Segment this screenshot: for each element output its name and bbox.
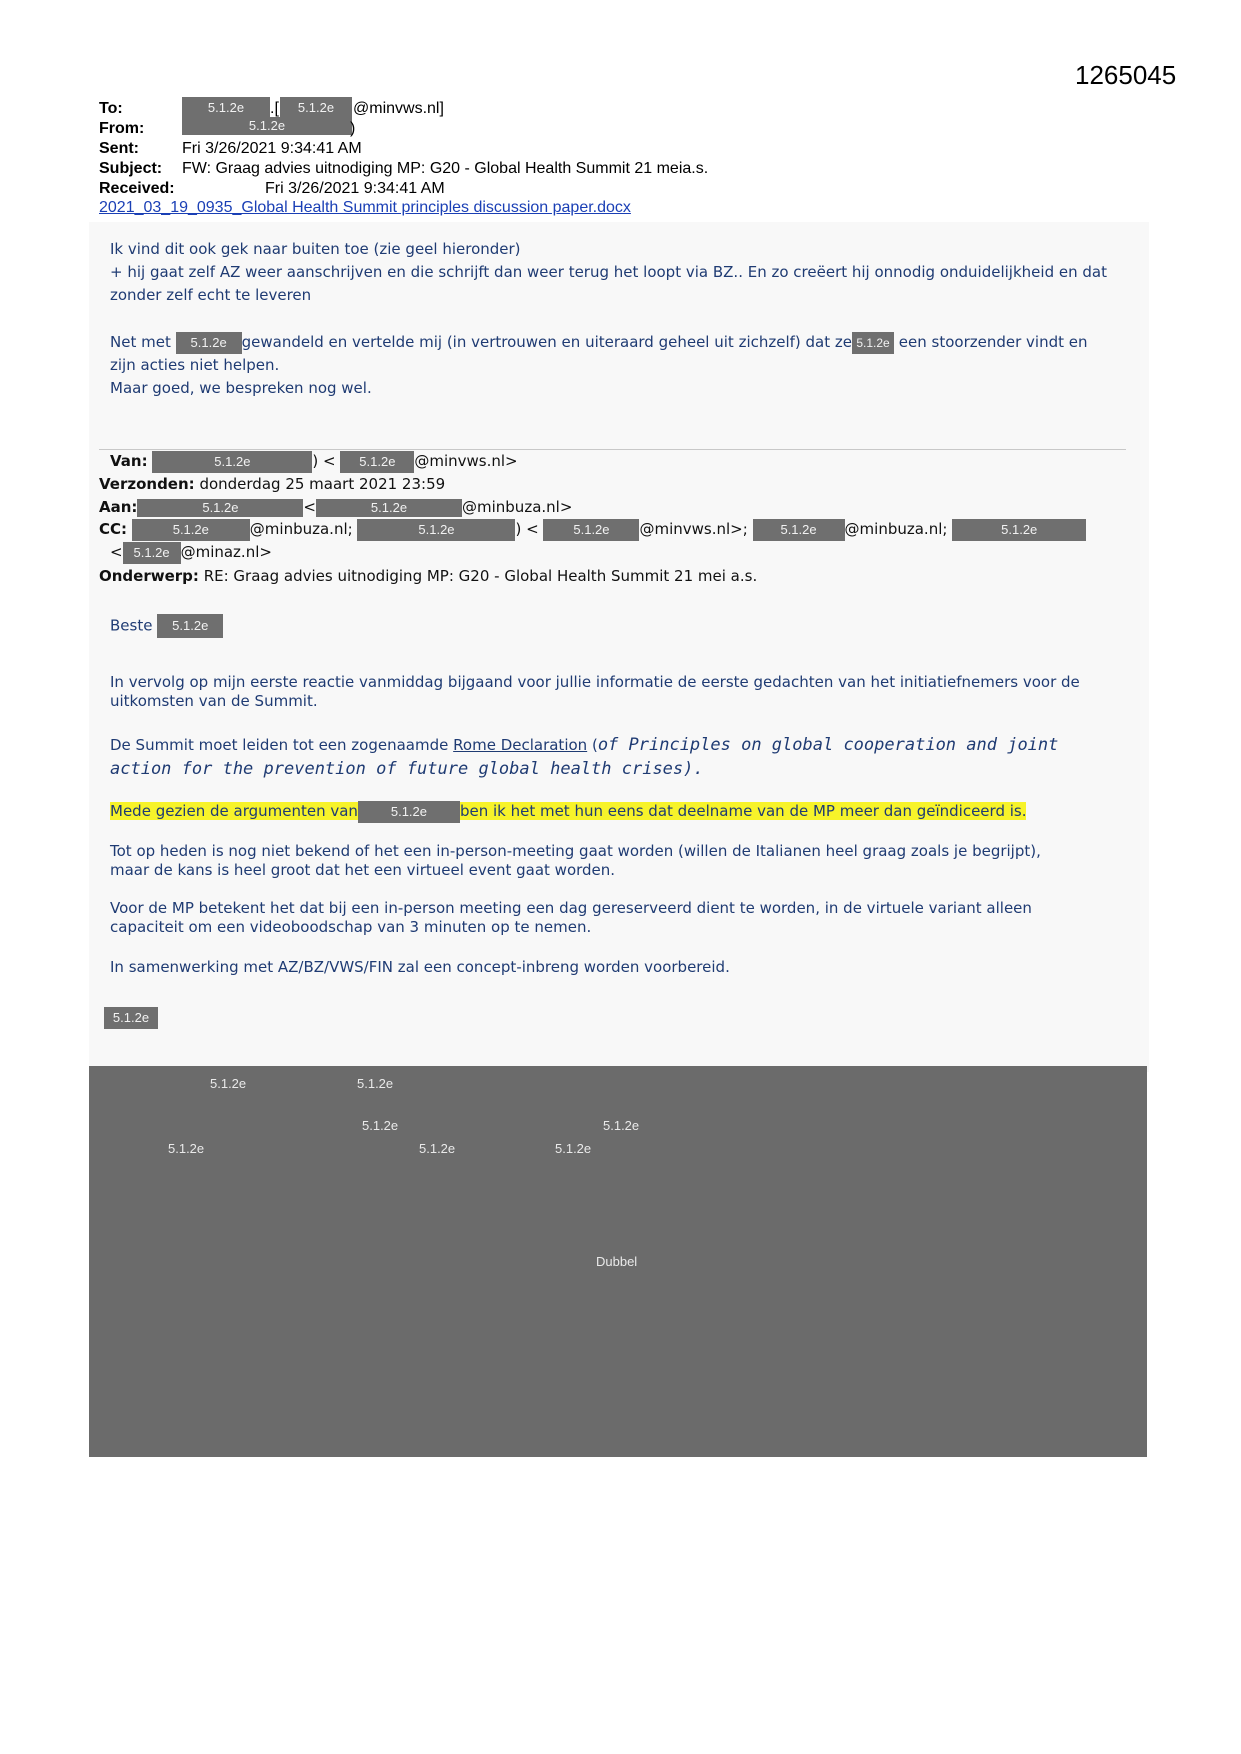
van-domain: @minvws.nl> — [414, 452, 518, 470]
note-p2-a: Net met — [110, 333, 171, 351]
fwd-cc-line-2 — [110, 541, 272, 564]
onderwerp-label: Onderwerp: — [99, 567, 199, 585]
redaction-from: 5.1.2e — [182, 117, 352, 135]
fwd-verzonden-line — [99, 473, 445, 495]
body-p5-line-1: Voor de MP betekent het dat bij een in-person meeting een dag gereserveerd dient te worden, in de virtuele variant alleen — [110, 899, 1032, 917]
cc-domain-3: @minbuza.nl; — [844, 520, 948, 538]
subject-label: Subject: — [99, 160, 163, 177]
body-p2-line-1 — [110, 734, 1140, 757]
fwd-onderwerp-line — [99, 565, 757, 587]
note-p2-b: gewandeld en vertelde mij (in vertrouwen en uiteraard geheel uit zichzelf) dat ze — [241, 333, 852, 351]
redaction-label-5: 5.1.2e — [168, 1141, 205, 1156]
redaction-van-1: 5.1.2e — [152, 451, 312, 473]
body-p1-line-2: uitkomsten van de Summit. — [110, 692, 318, 710]
redaction-note-1: 5.1.2e — [176, 332, 242, 354]
from-label: From: — [99, 120, 145, 137]
redaction-cc-4: 5.1.2e — [753, 519, 845, 541]
redaction-cc-6: 5.1.2e — [123, 542, 181, 564]
body-paragraph-2 — [110, 734, 1140, 782]
received-label: Received: — [99, 180, 175, 197]
redaction-label-3: 5.1.2e — [362, 1118, 399, 1133]
body-paragraph-5 — [110, 899, 1140, 937]
body-paragraph-3 — [110, 800, 1026, 823]
cc-domain-2: @minvws.nl>; — [639, 520, 748, 538]
redacted-block — [89, 1066, 1147, 1457]
note-p2-line-3: Maar goed, we bespreken nog wel. — [110, 379, 372, 397]
fwd-van-line — [110, 450, 518, 473]
redaction-note-2: 5.1.2e — [852, 332, 894, 354]
body-paragraph-1 — [110, 673, 1140, 711]
redaction-cc-3: 5.1.2e — [543, 519, 639, 541]
redaction-van-2: 5.1.2e — [340, 451, 414, 473]
redaction-label-4: 5.1.2e — [603, 1118, 640, 1133]
cc-label: CC: — [99, 520, 128, 538]
subject-value: FW: Graag advies uitnodiging MP: G20 - Global Health Summit 21 meia.s. — [182, 160, 709, 177]
note-paragraph-2 — [110, 331, 1140, 400]
sent-value: Fri 3/26/2021 9:34:41 AM — [182, 140, 362, 157]
to-domain: @minvws.nl] — [353, 100, 444, 117]
cc-domain-4: @minaz.nl> — [180, 543, 272, 561]
received-value: Fri 3/26/2021 9:34:41 AM — [265, 180, 445, 197]
redaction-body-1: 5.1.2e — [358, 801, 460, 823]
body-p2-a: De Summit moet leiden tot een zogenaamde — [110, 736, 449, 754]
cc-domain-1: @minbuza.nl; — [249, 520, 353, 538]
redaction-aan-1: 5.1.2e — [137, 499, 303, 517]
fwd-aan-line — [99, 496, 572, 518]
van-label: Van: — [110, 452, 148, 470]
verzonden-label: Verzonden: — [99, 475, 195, 493]
fwd-cc-line — [99, 518, 1086, 541]
note-line-2: + hij gaat zelf AZ weer aanschrijven en die schrijft dan weer terug het loopt via BZ.. En zo creëert hij onnodig onduidelijkheid en dat — [110, 263, 1107, 281]
body-p5-line-2: capaciteit om een videoboodschap van 3 minuten op te nemen. — [110, 918, 592, 936]
redaction-label-7: 5.1.2e — [555, 1141, 592, 1156]
from-close: ) — [350, 120, 356, 137]
highlight-a: Mede gezien de argumenten van — [110, 802, 358, 820]
redaction-label-6: 5.1.2e — [419, 1141, 456, 1156]
redaction-greeting: 5.1.2e — [157, 614, 223, 638]
cc-mid: ) < — [515, 520, 539, 538]
aan-domain: @minbuza.nl> — [462, 498, 573, 516]
header-labels — [99, 99, 175, 199]
note-line-3: zonder zelf echt te leveren — [110, 286, 312, 304]
body-p2-italic-1: of Principles on global cooperation and joint — [597, 735, 1059, 755]
attachment-link[interactable]: 2021_03_19_0935_Global Health Summit principles discussion paper.docx — [99, 199, 631, 216]
redaction-label-1: 5.1.2e — [210, 1076, 247, 1091]
redaction-label-2: 5.1.2e — [357, 1076, 394, 1091]
body-p1-line-1: In vervolg op mijn eerste reactie vanmiddag bijgaand voor jullie informatie de eerste gedachten van het initiatiefnemers voor de — [110, 673, 1080, 691]
aan-mid: < — [303, 498, 316, 516]
greeting — [110, 614, 223, 638]
cc-lt: < — [110, 543, 123, 561]
redaction-to-2: 5.1.2e — [280, 97, 352, 119]
note-p2-c: een stoorzender vindt en — [898, 333, 1088, 351]
redaction-cc-1: 5.1.2e — [132, 519, 250, 541]
highlight-b: ben ik het met hun eens dat deelname van de MP meer dan geïndiceerd is. — [459, 802, 1027, 820]
redaction-signature: 5.1.2e — [104, 1007, 158, 1029]
note-p2-line-1 — [110, 331, 1140, 354]
body-p2-paren: ( — [591, 736, 598, 754]
van-mid: ) < — [312, 452, 336, 470]
sent-label: Sent: — [99, 140, 139, 157]
document-number: 1265045 — [1075, 60, 1177, 90]
aan-label: Aan: — [99, 498, 138, 516]
verzonden-value: donderdag 25 maart 2021 23:59 — [199, 475, 446, 493]
body-p2-italic-2: action for the prevention of future global health crises). — [110, 759, 704, 779]
body-paragraph-4 — [110, 842, 1140, 880]
to-separator: .[ — [270, 100, 279, 117]
redaction-cc-5: 5.1.2e — [952, 519, 1086, 541]
rome-declaration-link[interactable]: Rome Declaration — [453, 736, 588, 754]
body-paragraph-6: In samenwerking met AZ/BZ/VWS/FIN zal een concept-inbreng worden voorbereid. — [110, 958, 730, 976]
redaction-aan-2: 5.1.2e — [316, 499, 462, 517]
body-p4-line-1: Tot op heden is nog niet bekend of het een in-person-meeting gaat worden (willen de Italianen heel graag zoals je begrijpt), — [110, 842, 1041, 860]
redaction-cc-2: 5.1.2e — [357, 519, 515, 541]
to-label: To: — [99, 100, 123, 117]
redaction-to-1: 5.1.2e — [182, 97, 270, 119]
note-line-1: Ik vind dit ook gek naar buiten toe (zie geel hieronder) — [110, 240, 521, 258]
onderwerp-value: RE: Graag advies uitnodiging MP: G20 - Global Health Summit 21 mei a.s. — [203, 567, 758, 585]
note-p2-line-2: zijn acties niet helpen. — [110, 356, 280, 374]
dubbel-label: Dubbel — [596, 1254, 638, 1269]
note-paragraph-1 — [110, 238, 1140, 307]
greeting-text: Beste — [110, 616, 153, 635]
body-p4-line-2: maar de kans is heel groot dat het een virtueel event gaat worden. — [110, 861, 616, 879]
